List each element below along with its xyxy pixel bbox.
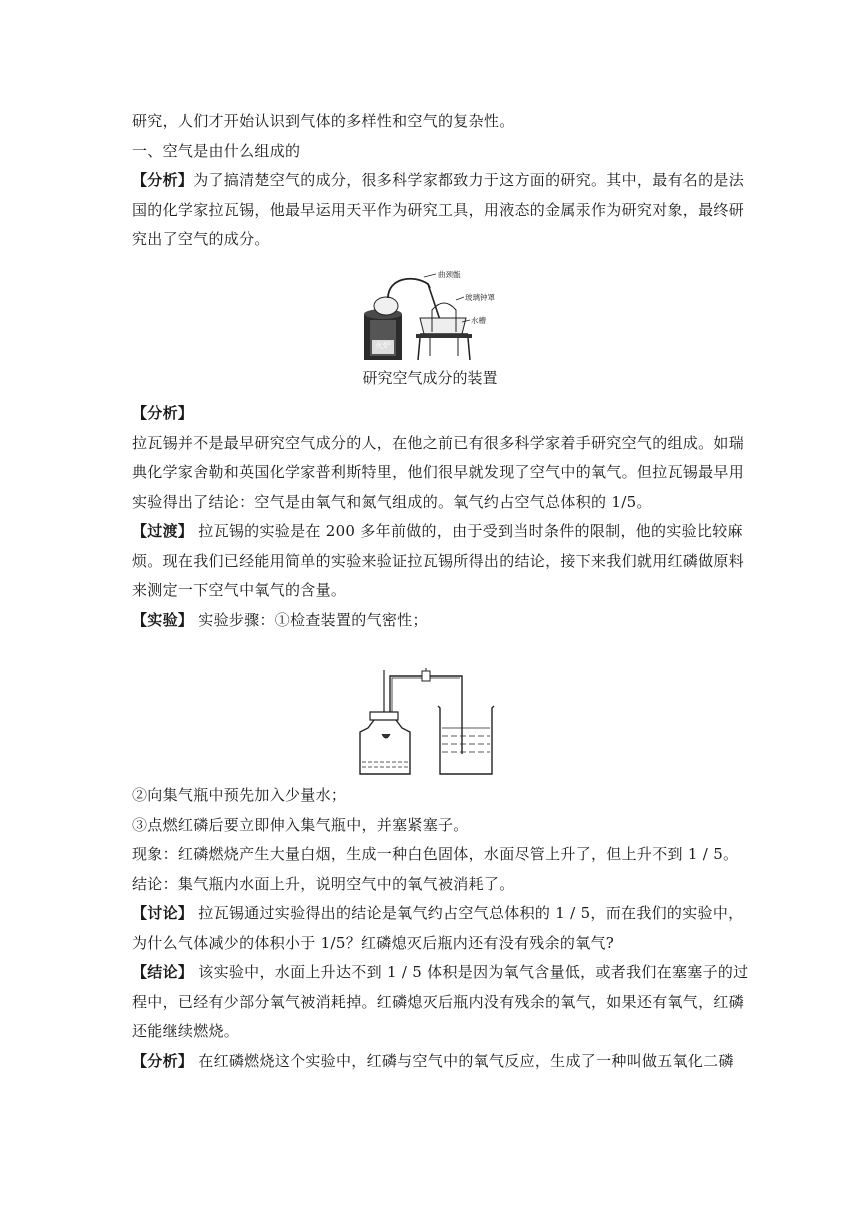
paragraph-line: 现象：红磷燃烧产生大量白烟，生成一种白色固体，水面尽管上升了，但上升不到 1 / 5。	[132, 845, 739, 863]
paragraph-line: 【过渡】 拉瓦锡的实验是在 200 多年前做的，由于受到当时条件的限制，他的实验比较麻	[132, 522, 743, 540]
lavoisier-apparatus-figure	[358, 270, 504, 362]
label-tag: 【分析】	[132, 171, 194, 189]
paragraph-line: ②向集气瓶中预先加入少量水；	[132, 786, 347, 804]
label-tag: 【分析】	[132, 1051, 194, 1070]
label-tag: 【结论】	[132, 963, 194, 981]
text-block-middle	[132, 399, 745, 635]
paragraph-line: ③点燃红磷后要立即伸入集气瓶中，并塞紧塞子。	[132, 815, 469, 834]
label-tag: 【过渡】	[132, 522, 194, 540]
label-tag: 【分析】	[132, 404, 194, 422]
paragraph-line: 【分析】 在红磷燃烧这个实验中，红磷与空气中的氧气反应，生成了一种叫做五氧化二磷	[132, 1051, 734, 1070]
retort-label: 曲颈甑	[438, 270, 461, 279]
paragraph-line: 【结论】 该实验中，水面上升达不到 1 / 5 体积是因为氧气含量低，或者我们在塞塞子的过	[132, 963, 749, 981]
label-tag: 【讨论】	[132, 904, 194, 922]
paragraph-line: 究出了空气的成分。	[132, 230, 270, 248]
figure-caption: 研究空气成分的装置	[362, 369, 498, 387]
paragraph-line: 研究，人们才开始认识到气体的多样性和空气的复杂性。	[132, 112, 515, 130]
text-block-top	[132, 107, 745, 255]
trough-label: 水槽	[471, 316, 486, 325]
paragraph-line: 为什么气体减少的体积小于 1/5？红磷熄灭后瓶内还有没有残余的氧气?	[132, 933, 615, 952]
paragraph-line: 程中，已经有少部分氧气被消耗掉。红磷熄灭后瓶内没有残余的氧气，如果还有氧气，红磷	[132, 992, 745, 1011]
paragraph-line: 烦。现在我们已经能用简单的实验来验证拉瓦锡所得出的结论，接下来我们就用红磷做原料	[132, 551, 745, 570]
phosphorus-experiment-figure	[356, 668, 498, 778]
label-tag: 【实验】	[132, 610, 194, 629]
furnace-label: 火炉	[375, 341, 391, 350]
section-heading: 一、空气是由什么组成的	[132, 141, 301, 160]
bell-jar-label: 玻璃钟罩	[465, 293, 495, 302]
paragraph-line: 结论：集气瓶内水面上升，说明空气中的氧气被消耗了。	[132, 874, 515, 893]
text-block-bottom	[132, 781, 749, 1076]
paragraph-line: 典化学家舍勒和英国化学家普利斯特里，他们很早就发现了空气中的氧气。但拉瓦锡最早用	[132, 463, 745, 481]
paragraph-line: 拉瓦锡并不是最早研究空气成分的人，在他之前已有很多科学家着手研究空气的组成。如瑞	[132, 433, 745, 452]
paragraph-line: 【分析】为了搞清楚空气的成分，很多科学家都致力于这方面的研究。其中，最有名的是法	[132, 171, 745, 189]
paragraph-line: 【讨论】 拉瓦锡通过实验得出的结论是氧气约占空气总体积的 1 / 5，而在我们的实验中，	[132, 904, 744, 922]
paragraph-line	[132, 399, 732, 429]
paragraph-line: 还能继续燃烧。	[132, 1022, 240, 1040]
paragraph-line: 实验得出了结论：空气是由氧气和氮气组成的。氧气约占空气总体积的 1/5。	[132, 492, 652, 511]
paragraph-line: 来测定一下空气中氧气的含量。	[132, 581, 347, 599]
paragraph-line: 国的化学家拉瓦锡，他最早运用天平作为研究工具，用液态的金属汞作为研究对象，最终研	[132, 200, 745, 219]
paragraph-line: 【实验】 实验步骤：①检查装置的气密性；	[132, 610, 428, 629]
